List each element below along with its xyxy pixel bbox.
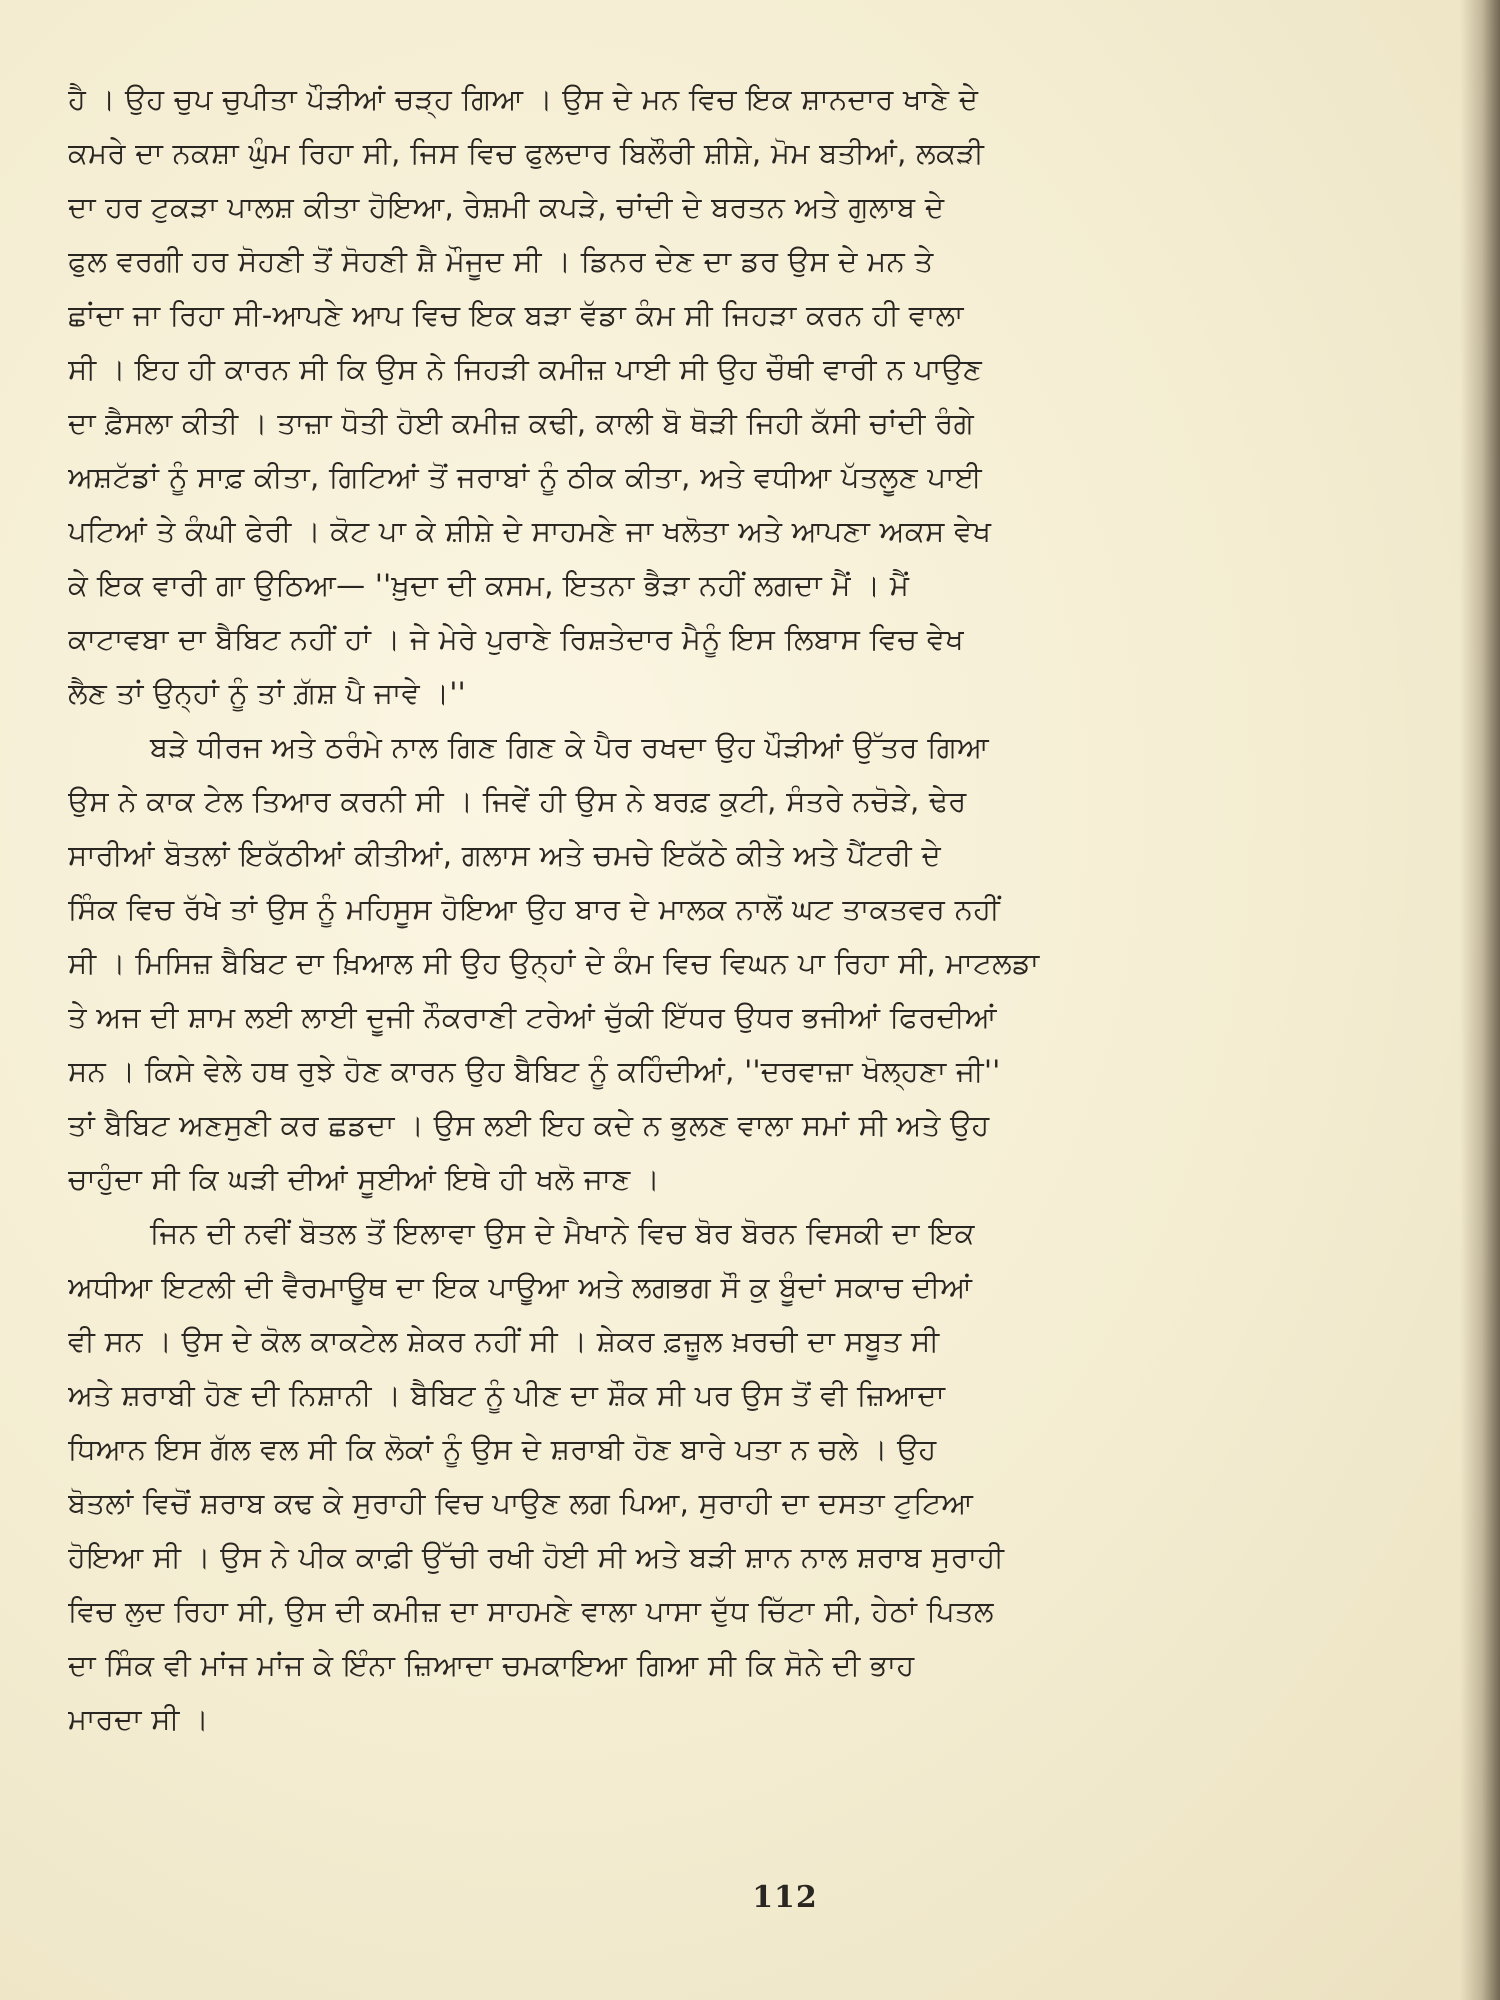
text-line: ਸਿੰਕ ਵਿਚ ਰੱਖੇ ਤਾਂ ਉਸ ਨੂੰ ਮਹਿਸੂਸ ਹੋਇਆ ਉਹ ਬਾਰ ਦੇ ਮਾਲਕ ਨਾਲੋਂ ਘਟ ਤਾਕਤਵਰ ਨਹੀਂ — [68, 892, 1000, 926]
text-line: ਕਾਟਾਵਬਾ ਦਾ ਬੈਬਿਟ ਨਹੀਂ ਹਾਂ । ਜੇ ਮੇਰੇ ਪੁਰਾਣੇ ਰਿਸ਼ਤੇਦਾਰ ਮੈਨੂੰ ਇਸ ਲਿਬਾਸ ਵਿਚ ਵੇਖ — [68, 622, 964, 656]
text-line: ਫੁਲ ਵਰਗੀ ਹਰ ਸੋਹਣੀ ਤੋਂ ਸੋਹਣੀ ਸ਼ੈ ਮੌਜੂਦ ਸੀ । ਡਿਨਰ ਦੇਣ ਦਾ ਡਰ ਉਸ ਦੇ ਮਨ ਤੇ — [68, 244, 934, 278]
paragraph-3 — [68, 1206, 1468, 1746]
text-line: ਕੇ ਇਕ ਵਾਰੀ ਗਾ ਉਠਿਆ— ''ਖ਼ੁਦਾ ਦੀ ਕਸਮ, ਇਤਨਾ ਭੈੜਾ ਨਹੀਂ ਲਗਦਾ ਮੈਂ । ਮੈਂ — [68, 568, 910, 602]
text-line: ਵੀ ਸਨ । ਉਸ ਦੇ ਕੋਲ ਕਾਕਟੇਲ ਸ਼ੇਕਰ ਨਹੀਂ ਸੀ । ਸ਼ੇਕਰ ਫ਼ਜ਼ੂਲ ਖ਼ਰਚੀ ਦਾ ਸਬੂਤ ਸੀ — [68, 1324, 940, 1358]
paragraph-2 — [68, 720, 1468, 1206]
text-line: ਪਟਿਆਂ ਤੇ ਕੰਘੀ ਫੇਰੀ । ਕੋਟ ਪਾ ਕੇ ਸ਼ੀਸ਼ੇ ਦੇ ਸਾਹਮਣੇ ਜਾ ਖਲੋਤਾ ਅਤੇ ਆਪਣਾ ਅਕਸ ਵੇਖ — [68, 514, 992, 548]
text-line: ਸੀ । ਮਿਸਿਜ਼ ਬੈਬਿਟ ਦਾ ਖ਼ਿਆਲ ਸੀ ਉਹ ਉਨ੍ਹਾਂ ਦੇ ਕੰਮ ਵਿਚ ਵਿਘਨ ਪਾ ਰਿਹਾ ਸੀ, ਮਾਟਲਡਾ — [68, 946, 1040, 980]
text-line: ਬੋਤਲਾਂ ਵਿਚੋਂ ਸ਼ਰਾਬ ਕਢ ਕੇ ਸੁਰਾਹੀ ਵਿਚ ਪਾਉਣ ਲਗ ਪਿਆ, ਸੁਰਾਹੀ ਦਾ ਦਸਤਾ ਟੁਟਿਆ — [68, 1486, 974, 1520]
binding-shadow — [1460, 0, 1500, 2000]
text-line: ਚਾਹੁੰਦਾ ਸੀ ਕਿ ਘੜੀ ਦੀਆਂ ਸੂਈਆਂ ਇਥੇ ਹੀ ਖਲੋ ਜਾਣ । — [68, 1162, 660, 1196]
text-line: ਵਿਚ ਲੁਦ ਰਿਹਾ ਸੀ, ਉਸ ਦੀ ਕਮੀਜ਼ ਦਾ ਸਾਹਮਣੇ ਵਾਲਾ ਪਾਸਾ ਦੁੱਧ ਚਿੱਟਾ ਸੀ, ਹੇਠਾਂ ਪਿਤਲ — [68, 1594, 994, 1628]
text-line: ਮਾਰਦਾ ਸੀ । — [68, 1702, 209, 1736]
body-text — [68, 72, 1468, 1746]
text-line: ਅਸ਼ਟੱਡਾਂ ਨੂੰ ਸਾਫ਼ ਕੀਤਾ, ਗਿਟਿਆਂ ਤੋਂ ਜਰਾਬਾਂ ਨੂੰ ਠੀਕ ਕੀਤਾ, ਅਤੇ ਵਧੀਆ ਪੱਤਲੂਣ ਪਾਈ — [68, 460, 982, 494]
text-line: ਅਤੇ ਸ਼ਰਾਬੀ ਹੋਣ ਦੀ ਨਿਸ਼ਾਨੀ । ਬੈਬਿਟ ਨੂੰ ਪੀਣ ਦਾ ਸ਼ੌਕ ਸੀ ਪਰ ਉਸ ਤੋਂ ਵੀ ਜ਼ਿਆਦਾ — [68, 1378, 946, 1412]
text-line: ਦਾ ਸਿੰਕ ਵੀ ਮਾਂਜ ਮਾਂਜ ਕੇ ਇੰਨਾ ਜ਼ਿਆਦਾ ਚਮਕਾਇਆ ਗਿਆ ਸੀ ਕਿ ਸੋਨੇ ਦੀ ਭਾਹ — [68, 1648, 915, 1682]
text-line: ਕਮਰੇ ਦਾ ਨਕਸ਼ਾ ਘੁੰਮ ਰਿਹਾ ਸੀ, ਜਿਸ ਵਿਚ ਫੁਲਦਾਰ ਬਿਲੌਰੀ ਸ਼ੀਸ਼ੇ, ਮੋਮ ਬਤੀਆਂ, ਲਕੜੀ — [68, 136, 985, 170]
text-line: ਦਾ ਫ਼ੈਸਲਾ ਕੀਤੀ । ਤਾਜ਼ਾ ਧੋਤੀ ਹੋਈ ਕਮੀਜ਼ ਕਢੀ, ਕਾਲੀ ਬੋ ਥੋੜੀ ਜਿਹੀ ਕੱਸੀ ਚਾਂਦੀ ਰੰਗੇ — [68, 406, 974, 440]
text-line: ਸਨ । ਕਿਸੇ ਵੇਲੇ ਹਥ ਰੁਝੇ ਹੋਣ ਕਾਰਨ ਉਹ ਬੈਬਿਟ ਨੂੰ ਕਹਿੰਦੀਆਂ, ''ਦਰਵਾਜ਼ਾ ਖੋਲ੍ਹਣਾ ਜੀ'' — [68, 1054, 1001, 1088]
text-line: ਦਾ ਹਰ ਟੁਕੜਾ ਪਾਲਸ਼ ਕੀਤਾ ਹੋਇਆ, ਰੇਸ਼ਮੀ ਕਪੜੇ, ਚਾਂਦੀ ਦੇ ਬਰਤਨ ਅਤੇ ਗੁਲਾਬ ਦੇ — [68, 190, 945, 224]
text-line: ਲੈਣ ਤਾਂ ਉਨ੍ਹਾਂ ਨੂੰ ਤਾਂ ਗ਼ੱਸ਼ ਪੈ ਜਾਵੇ ।'' — [68, 676, 466, 710]
text-line: ਸਾਰੀਆਂ ਬੋਤਲਾਂ ਇਕੱਠੀਆਂ ਕੀਤੀਆਂ, ਗਲਾਸ ਅਤੇ ਚਮਚੇ ਇਕੱਠੇ ਕੀਤੇ ਅਤੇ ਪੈਂਟਰੀ ਦੇ — [68, 838, 941, 872]
page-number: 112 — [752, 1880, 818, 1915]
text-line: ਹੋਇਆ ਸੀ । ਉਸ ਨੇ ਪੀਕ ਕਾਫ਼ੀ ਉੱਚੀ ਰਖੀ ਹੋਈ ਸੀ ਅਤੇ ਬੜੀ ਸ਼ਾਨ ਨਾਲ ਸ਼ਰਾਬ ਸੁਰਾਹੀ — [68, 1540, 1005, 1574]
text-line: ਸੀ । ਇਹ ਹੀ ਕਾਰਨ ਸੀ ਕਿ ਉਸ ਨੇ ਜਿਹੜੀ ਕਮੀਜ਼ ਪਾਈ ਸੀ ਉਹ ਚੌਥੀ ਵਾਰੀ ਨ ਪਾਉਣ — [68, 352, 983, 386]
text-line: ਜਿਨ ਦੀ ਨਵੀਂ ਬੋਤਲ ਤੋਂ ਇਲਾਵਾ ਉਸ ਦੇ ਮੈਖਾਨੇ ਵਿਚ ਬੋਰ ਬੋਰਨ ਵਿਸਕੀ ਦਾ ਇਕ — [150, 1216, 975, 1250]
text-line: ਤੇ ਅਜ ਦੀ ਸ਼ਾਮ ਲਈ ਲਾਈ ਦੂਜੀ ਨੌਕਰਾਣੀ ਟਰੇਆਂ ਚੁੱਕੀ ਇੱਧਰ ਉਧਰ ਭਜੀਆਂ ਫਿਰਦੀਆਂ — [68, 1000, 997, 1034]
text-line: ਧਿਆਨ ਇਸ ਗੱਲ ਵਲ ਸੀ ਕਿ ਲੋਕਾਂ ਨੂੰ ਉਸ ਦੇ ਸ਼ਰਾਬੀ ਹੋਣ ਬਾਰੇ ਪਤਾ ਨ ਚਲੇ । ਉਹ — [68, 1432, 937, 1466]
text-line: ਬੜੇ ਧੀਰਜ ਅਤੇ ਠਰੰਮੇ ਨਾਲ ਗਿਣ ਗਿਣ ਕੇ ਪੈਰ ਰਖਦਾ ਉਹ ਪੌੜੀਆਂ ਉੱਤਰ ਗਿਆ — [150, 730, 989, 764]
text-line: ਉਸ ਨੇ ਕਾਕ ਟੇਲ ਤਿਆਰ ਕਰਨੀ ਸੀ । ਜਿਵੇਂ ਹੀ ਉਸ ਨੇ ਬਰਫ਼ ਕੁਟੀ, ਸੰਤਰੇ ਨਚੋੜੇ, ਢੇਰ — [68, 784, 967, 818]
text-line: ਅਧੀਆ ਇਟਲੀ ਦੀ ਵੈਰਮਾਊਥ ਦਾ ਇਕ ਪਾਊਆ ਅਤੇ ਲਗਭਗ ਸੌ ਕੁ ਬੂੰਦਾਂ ਸਕਾਚ ਦੀਆਂ — [68, 1270, 973, 1304]
text-line: ਹੈ । ਉਹ ਚੁਪ ਚੁਪੀਤਾ ਪੌੜੀਆਂ ਚੜ੍ਹ ਗਿਆ । ਉਸ ਦੇ ਮਨ ਵਿਚ ਇਕ ਸ਼ਾਨਦਾਰ ਖਾਣੇ ਦੇ — [68, 82, 979, 116]
text-line: ਤਾਂ ਬੈਬਿਟ ਅਣਸੁਣੀ ਕਰ ਛਡਦਾ । ਉਸ ਲਈ ਇਹ ਕਦੇ ਨ ਭੁਲਣ ਵਾਲਾ ਸਮਾਂ ਸੀ ਅਤੇ ਉਹ — [68, 1108, 990, 1142]
paragraph-1 — [68, 72, 1468, 720]
text-line: ਛਾਂਦਾ ਜਾ ਰਿਹਾ ਸੀ-ਆਪਣੇ ਆਪ ਵਿਚ ਇਕ ਬੜਾ ਵੱਡਾ ਕੰਮ ਸੀ ਜਿਹੜਾ ਕਰਨ ਹੀ ਵਾਲਾ — [68, 298, 964, 332]
